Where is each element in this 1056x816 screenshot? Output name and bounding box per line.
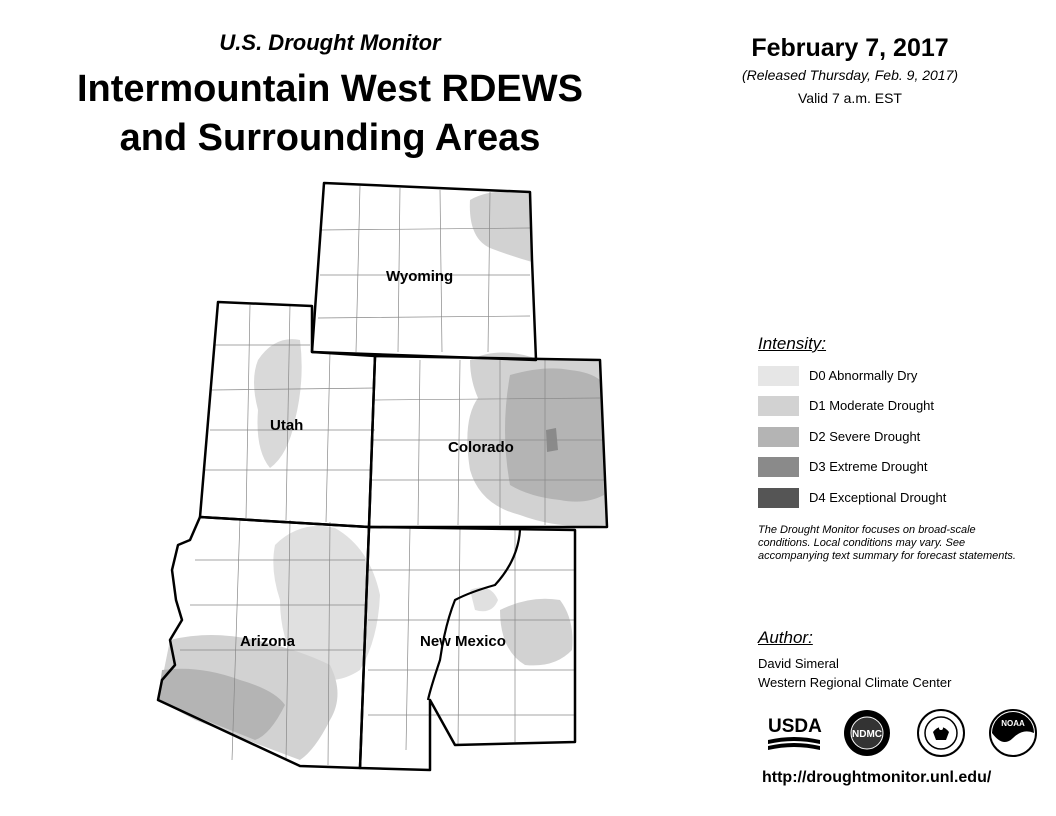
state-label-new-mexico: New Mexico [420,633,506,650]
map-title-line2: and Surrounding Areas [119,117,541,159]
legend-swatch-d3 [758,457,799,477]
drought-area-ut [254,339,302,468]
legend-item-d4 [758,488,1018,510]
map-date: February 7, 2017 [751,34,949,62]
legend-item-d0 [758,366,1018,388]
legend-label-d0: D0 Abnormally Dry [809,368,918,383]
legend-item-d2 [758,427,1018,449]
department-of-commerce-seal-icon [916,708,966,758]
legend-swatch-d1 [758,396,799,416]
state-label-wyoming: Wyoming [386,268,454,285]
state-label-arizona: Arizona [240,633,296,650]
legend-swatch-d0 [758,366,799,386]
state-label-colorado: Colorado [448,439,514,456]
author-title: Author: [758,628,813,647]
legend-label-d3: D3 Extreme Drought [809,459,928,474]
svg-text:NDMC: NDMC [852,729,882,740]
release-date: (Released Thursday, Feb. 9, 2017) [741,67,959,83]
legend-swatch-d4 [758,488,799,508]
legend-note: The Drought Monitor focuses on broad-scale conditions. Local conditions may vary. See accompanying text summary for forecast statements. [758,524,1016,562]
legend-title: Intensity: [758,334,827,353]
ndmc-logo-icon [842,708,892,758]
drought-area-wy-ne [470,191,532,262]
legend-item-d3 [758,457,1018,479]
map-title-line1: Intermountain West RDEWS [77,68,583,110]
noaa-logo-icon [988,708,1038,758]
map-subtitle: U.S. Drought Monitor [219,30,441,55]
legend-label-d2: D2 Severe Drought [809,429,921,444]
author-org: Western Regional Climate Center [758,675,952,690]
state-label-utah: Utah [270,417,304,434]
drought-area-nm-east [500,599,573,666]
usda-logo-icon [766,708,822,758]
drought-areas [158,191,607,760]
legend-item-d1 [758,396,1018,418]
drought-monitor-url[interactable]: http://droughtmonitor.unl.edu/ [762,769,992,786]
legend-label-d1: D1 Moderate Drought [809,398,935,413]
author-name: David Simeral [758,656,839,671]
valid-time: Valid 7 a.m. EST [797,90,902,106]
legend-label-d4: D4 Exceptional Drought [809,490,947,505]
svg-text:NOAA: NOAA [1001,719,1025,728]
legend-swatch-d2 [758,427,799,447]
svg-text:USDA: USDA [768,716,822,737]
